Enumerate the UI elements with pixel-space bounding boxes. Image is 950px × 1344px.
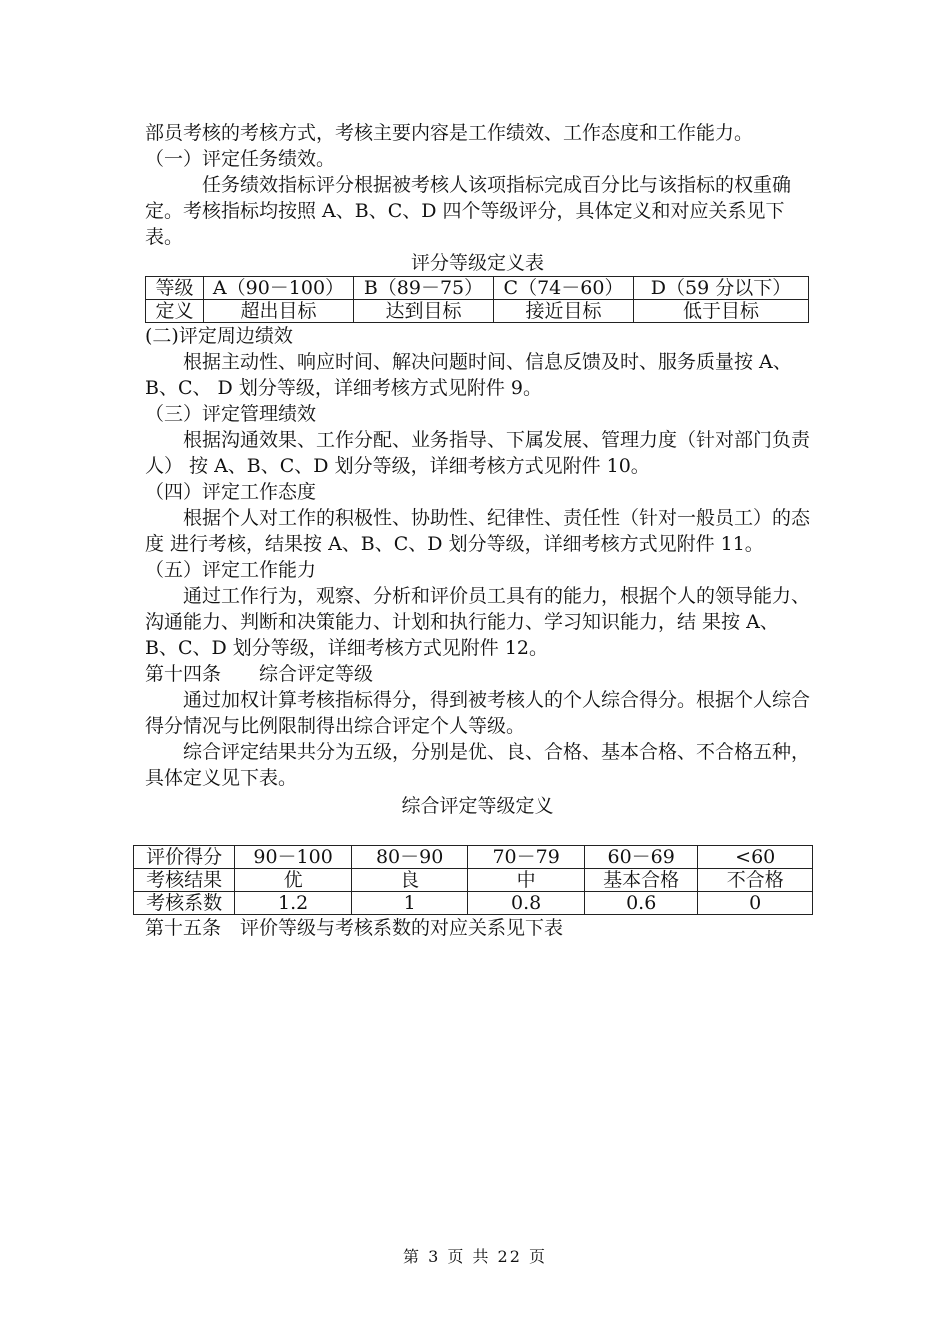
paragraph: 根据主动性、响应时间、解决问题时间、信息反馈及时、服务质量按 A、B、C、 D 划分等级，详细考核方式见附件 9。 — [145, 351, 792, 399]
table-row — [146, 277, 809, 300]
table-row — [134, 892, 813, 915]
table-cell: 低于目标 — [634, 300, 809, 323]
section-heading: （三）评定管理绩效 — [145, 403, 317, 425]
paragraph: 通过加权计算考核指标得分，得到被考核人的个人综合得分。根据个人综合得分情况与比例限制得出综合评定个人等级。 — [145, 689, 811, 737]
paragraph: 部员考核的考核方式，考核主要内容是工作绩效、工作态度和工作能力。 — [145, 122, 754, 144]
table-cell: 0.8 — [468, 892, 585, 915]
paragraph: 根据个人对工作的积极性、协助性、纪律性、责任性（针对一般员工）的态度 进行考核，结果按 A、B、C、D 划分等级，详细考核方式见附件 11。 — [145, 507, 811, 555]
table-cell: 达到目标 — [354, 300, 494, 323]
table-cell: 评价得分 — [134, 846, 235, 869]
table-cell: 不合格 — [698, 869, 813, 892]
paragraph: 根据沟通效果、工作分配、业务指导、下属发展、管理力度（针对部门负责人） 按 A、B、C、D 划分等级，详细考核方式见附件 10。 — [145, 429, 811, 477]
table-cell: 0.6 — [584, 892, 698, 915]
table-row — [134, 846, 813, 869]
paragraph: 综合评定结果共分为五级，分别是优、良、合格、基本合格、不合格五种，具体定义见下表。 — [145, 741, 811, 789]
section-heading: （一）评定任务绩效。 — [145, 148, 336, 170]
table-cell: 1 — [351, 892, 468, 915]
table-cell: 接近目标 — [494, 300, 634, 323]
section-heading: （五）评定工作能力 — [145, 559, 317, 581]
table-cell: D（59 分以下） — [634, 277, 809, 300]
table-cell: <60 — [698, 846, 813, 869]
table-cell: 中 — [468, 869, 585, 892]
article-heading: 第十五条 评价等级与考核系数的对应关系见下表 — [145, 917, 564, 939]
table-cell: 80－90 — [351, 846, 468, 869]
table-cell: 0 — [698, 892, 813, 915]
article-heading: 第十四条 综合评定等级 — [145, 663, 374, 685]
table-cell: 良 — [351, 869, 468, 892]
table-cell: 定义 — [146, 300, 204, 323]
table-cell: 超出目标 — [204, 300, 354, 323]
table-cell: 1.2 — [235, 892, 352, 915]
table-cell: A（90－100） — [204, 277, 354, 300]
section-heading: （四）评定工作态度 — [145, 481, 317, 503]
table-cell: 基本合格 — [584, 869, 698, 892]
table-cell: 等级 — [146, 277, 204, 300]
table-cell: C（74－60） — [494, 277, 634, 300]
table-cell: 60－69 — [584, 846, 698, 869]
table-caption: 综合评定等级定义 — [401, 795, 554, 817]
grade-definition-table — [145, 276, 809, 323]
comprehensive-grade-table — [133, 845, 813, 915]
table-row — [146, 300, 809, 323]
table-caption: 评分等级定义表 — [410, 252, 544, 274]
page-footer: 第 3 页 共 22 页 — [403, 1247, 547, 1266]
section-heading: (二)评定周边绩效 — [145, 325, 293, 347]
document-body — [145, 120, 810, 941]
table-cell: 90－100 — [235, 846, 352, 869]
table-cell: B（89－75） — [354, 277, 494, 300]
paragraph: 任务绩效指标评分根据被考核人该项指标完成百分比与该指标的权重确定。考核指标均按照 A、B、C、D 四个等级评分，具体定义和对应关系见下表。 — [145, 174, 792, 248]
table-row — [134, 869, 813, 892]
table-cell: 考核结果 — [134, 869, 235, 892]
paragraph: 通过工作行为，观察、分析和评价员工具有的能力，根据个人的领导能力、沟通能力、判断和决策能力、计划和执行能力、学习知识能力，结 果按 A、B、C、D 划分等级，详细考核方式见附件 12。 — [145, 585, 811, 659]
table-cell: 70－79 — [468, 846, 585, 869]
table-cell: 考核系数 — [134, 892, 235, 915]
table-cell: 优 — [235, 869, 352, 892]
